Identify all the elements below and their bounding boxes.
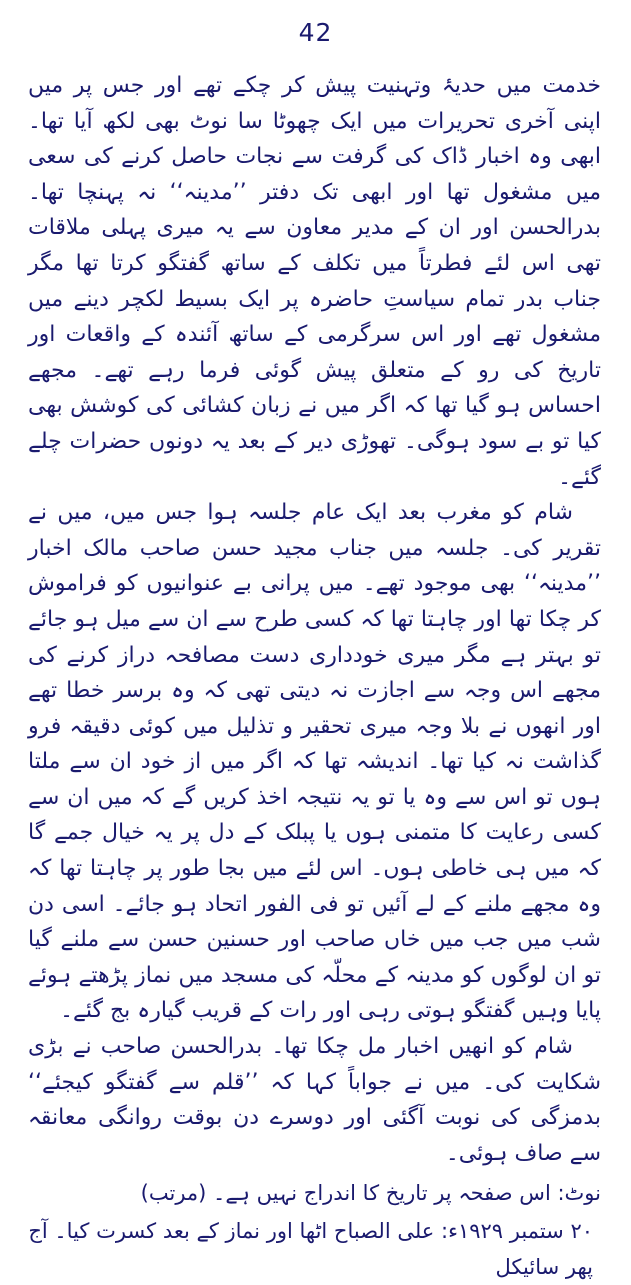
- page-body: [28, 68, 601, 1285]
- paragraph-3: شام کو انھیں اخبار مل چکا تھا۔ بدرالحسن صاحب نے بڑی شکایت کی۔ میں نے جواباً کہا کہ ’’قلم سے گفتگو کیجئے‘‘ بدمزگی کی نوبت آگئی اور دوسرے دن بوقت روانگی معانقہ سے صاف ہوئی۔: [28, 1034, 601, 1166]
- paragraph-1: خدمت میں حدیۂ وتہنیت پیش کر چکے تھے اور جس پر میں اپنی آخری تحریرات میں ایک چھوٹا سا نوٹ بھی لکھ آیا تھا۔ ابھی وہ اخبار ڈاک کی گرفت سے نجات حاصل کرنے کی سعی میں مشغول تھا اور ابھی تک دفتر ’’مدینہ‘‘ نہ پہنچا تھا۔ بدرالحسن اور ان کے مدیر معاون سے یہ میری پہلی ملاقات تھی اس لئے فطرتاً میں تکلف کے ساتھ گفتگو کرتا تھا مگر جناب بدر تمام سیاستِ حاضرہ پر ایک بسیط لکچر دینے میں مشغول تھے اور اس سرگرمی کے ساتھ آئندہ کے واقعات اور تاریخ کی رو کے متعلق پیش گوئی فرما رہے تھے۔ مجھے احساس ہو گیا تھا کہ اگر میں نے زبان کشائی کی کوشش بھی کیا تو بے سود ہوگی۔ تھوڑی دیر کے بعد یہ دونوں حضرات چلے گئے۔: [28, 73, 601, 490]
- page-number: 42: [298, 18, 333, 47]
- paragraph-2: شام کو مغرب بعد ایک عام جلسہ ہوا جس میں، میں نے تقریر کی۔ جلسہ میں جناب مجید حسن صاحب مالک اخبار ’’مدینہ‘‘ بھی موجود تھے۔ میں پرانی بے عنوانیوں کو فراموش کر چکا تھا اور چاہتا تھا کہ کسی طرح سے ان سے میل ہو جائے تو بہتر ہے مگر میری خودداری دست مصافحہ دراز کرنے کی مجھے اس وجہ سے اجازت نہ دیتی تھی کہ وہ برسر خطا تھے اور انھوں نے بلا وجہ میری تحقیر و تذلیل میں کوئی دقیقہ فرو گذاشت نہ کیا تھا۔ اندیشہ تھا کہ اگر میں از خود ان سے ملتا ہوں تو اس سے وہ یا تو یہ نتیجہ اخذ کریں گے کہ میں ان سے کسی رعایت کا متمنی ہوں یا پبلک کے دل پر یہ خیال جمے گا کہ میں ہی خاطی ہوں۔ اس لئے میں بجا طور پر چاہتا تھا کہ وہ مجھے ملنے کے لے آئیں تو فی الفور اتحاد ہو جائے۔ اسی دن شب میں جب میں خاں صاحب اور حسنین حسن سے ملنے گیا تو ان لوگوں کو مدینہ کے محلّہ کی مسجد میں نماز پڑھتے ہوئے پایا وہیں گفتگو ہوتی رہی اور رات کے قریب گیارہ بج گئے۔: [28, 500, 601, 1024]
- diary-date-entry: ۲۰ ستمبر ۱۹۲۹ء: علی الصباح اٹھا اور نماز کے بعد کسرت کیا۔ آج پھر سائیکل: [28, 1219, 593, 1280]
- editor-note: نوٹ: اس صفحہ پر تاریخ کا اندراج نہیں ہے۔ (مرتب): [140, 1181, 601, 1206]
